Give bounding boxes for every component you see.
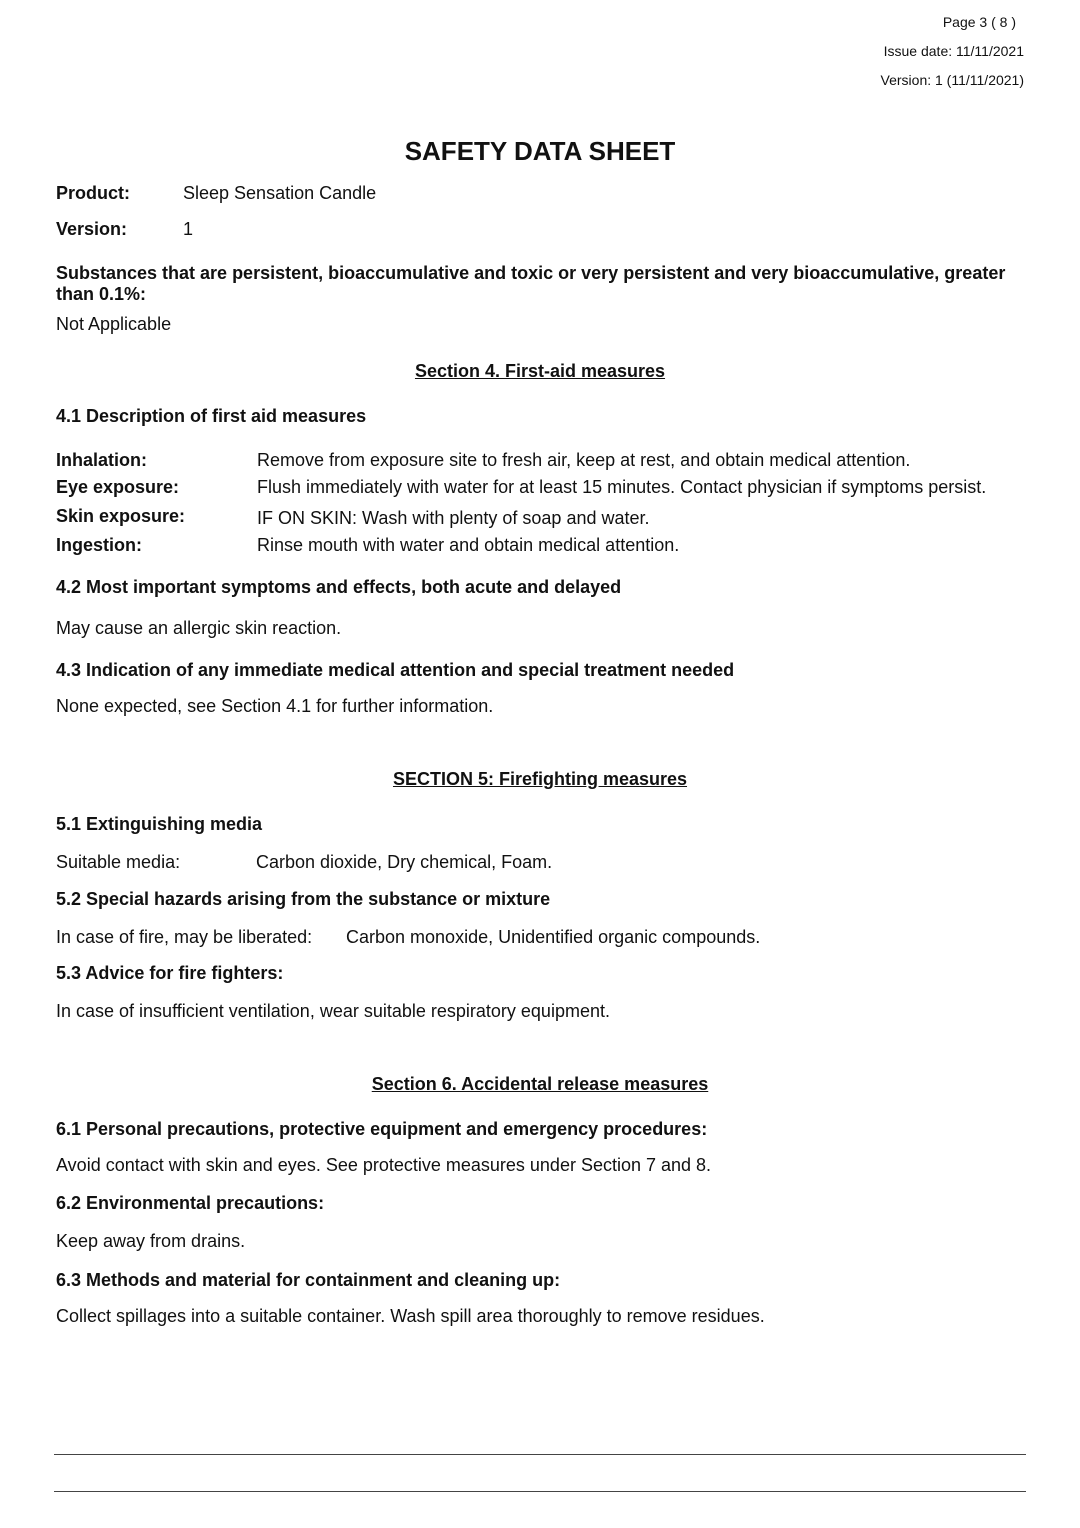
section-4-title: Section 4. First-aid measures (414, 361, 666, 381)
version-value: 1 (183, 219, 194, 239)
page-number: Page 3 ( 8 ) (942, 14, 1016, 30)
product-value: Sleep Sensation Candle (183, 183, 377, 203)
suitable-media-label: Suitable media: (56, 852, 181, 872)
fire-liberated-label: In case of fire, may be liberated: (56, 927, 313, 947)
subsection-4-2-heading: 4.2 Most important symptoms and effects, both acute and delayed (56, 577, 622, 597)
issue-date: Issue date: 11/11/2021 (883, 43, 1024, 59)
skin-exposure-value: IF ON SKIN: Wash with plenty of soap and water. (257, 508, 650, 528)
eye-exposure-label: Eye exposure: (56, 477, 180, 497)
fire-liberated-value: Carbon monoxide, Unidentified organic compounds. (346, 927, 761, 947)
product-label: Product: (56, 183, 130, 203)
document-title: SAFETY DATA SHEET (404, 136, 676, 166)
footer-divider-bottom (54, 1491, 1026, 1492)
subsection-5-2-heading: 5.2 Special hazards arising from the substance or mixture (56, 889, 551, 909)
version-date: Version: 1 (11/11/2021) (880, 72, 1024, 88)
skin-exposure-label: Skin exposure: (56, 506, 186, 526)
subsection-6-1-text: Avoid contact with skin and eyes. See protective measures under Section 7 and 8. (56, 1155, 712, 1175)
subsection-6-3-heading: 6.3 Methods and material for containment and cleaning up: (56, 1270, 561, 1290)
inhalation-label: Inhalation: (56, 450, 147, 470)
ingestion-value: Rinse mouth with water and obtain medical attention. (257, 535, 680, 555)
subsection-5-3-heading: 5.3 Advice for fire fighters: (56, 963, 284, 983)
eye-exposure-value: Flush immediately with water for at least 15 minutes. Contact physician if symptoms persist. (257, 477, 987, 497)
subsection-5-3-text: In case of insufficient ventilation, wear suitable respiratory equipment. (56, 1001, 610, 1021)
section-6-title: Section 6. Accidental release measures (371, 1074, 709, 1094)
subsection-4-3-text: None expected, see Section 4.1 for further information. (56, 696, 494, 716)
ingestion-label: Ingestion: (56, 535, 142, 555)
subsection-4-1-heading: 4.1 Description of first aid measures (56, 406, 367, 426)
subsection-6-1-heading: 6.1 Personal precautions, protective equipment and emergency procedures: (56, 1119, 708, 1139)
subsection-6-3-text: Collect spillages into a suitable container. Wash spill area thoroughly to remove residues. (56, 1306, 765, 1326)
subsection-6-2-text: Keep away from drains. (56, 1231, 246, 1251)
subsection-5-1-heading: 5.1 Extinguishing media (56, 814, 263, 834)
pbt-value: Not Applicable (56, 314, 172, 334)
pbt-heading-line2: than 0.1%: (56, 284, 147, 304)
footer-divider-top (54, 1454, 1026, 1455)
subsection-4-2-text: May cause an allergic skin reaction. (56, 618, 342, 638)
pbt-heading-line1: Substances that are persistent, bioaccumulative and toxic or very persistent and very bioaccumulative, greater (56, 263, 1006, 283)
version-label: Version: (56, 219, 128, 239)
inhalation-value: Remove from exposure site to fresh air, keep at rest, and obtain medical attention. (257, 450, 911, 470)
suitable-media-value: Carbon dioxide, Dry chemical, Foam. (256, 852, 553, 872)
subsection-6-2-heading: 6.2 Environmental precautions: (56, 1193, 325, 1213)
section-5-title: SECTION 5: Firefighting measures (392, 769, 688, 789)
subsection-4-3-heading: 4.3 Indication of any immediate medical attention and special treatment needed (56, 660, 735, 680)
